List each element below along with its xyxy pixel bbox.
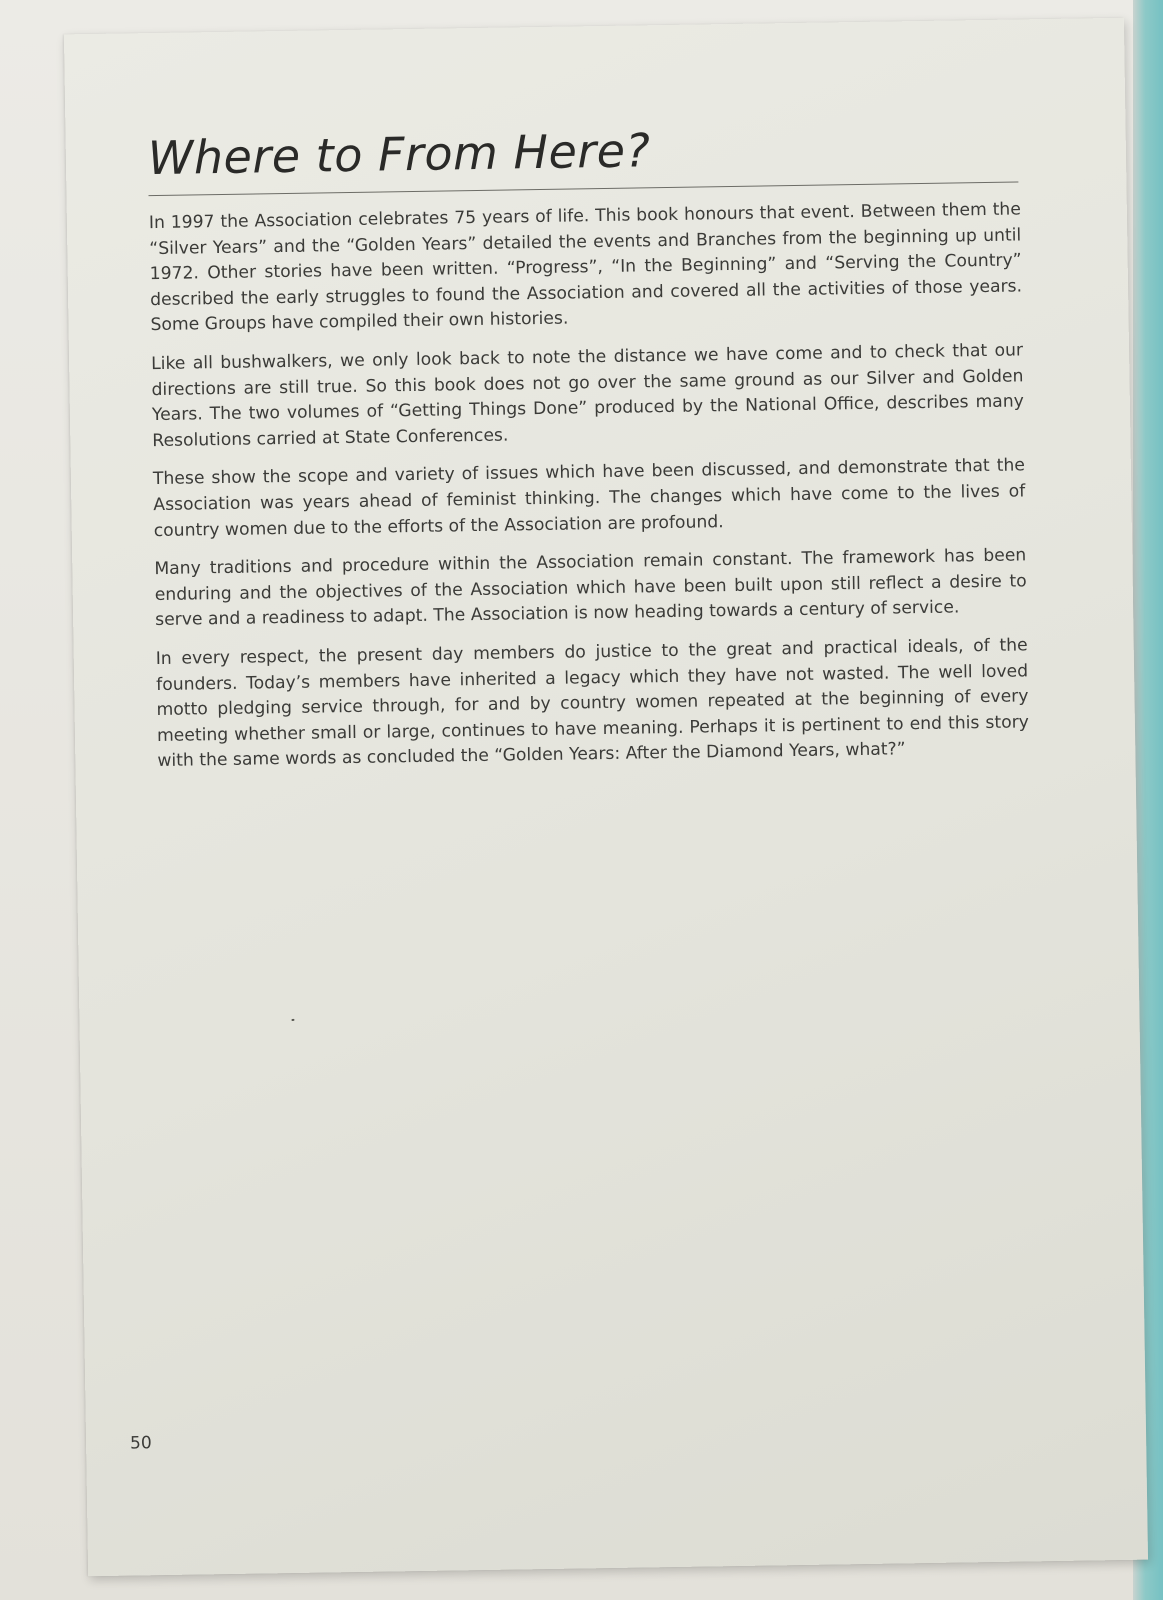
paragraph: In 1997 the Association celebrates 75 years of life. This book honours that event. Between them the “Silver Years” and the “Golden Years” detailed the events and Branches from the beginning up until 1972. Other stories have been written. “Progress”, “In the Beginning” and “Serving the Country” described the early struggles to found the Association and covered all the activities of those years. Some Groups have compiled their own histories. [148,199,1023,336]
page-title: Where to From Here? [147,123,651,186]
paper-speck [291,1019,294,1021]
page-number: 50 [129,1433,152,1454]
title-divider [148,181,1018,196]
book-page [64,18,1148,1576]
paragraph: Like all bushwalkers, we only look back to note the distance we have come and to check that our directions are still true. So this book does not go over the same ground as our Silver and Golden Years. The two volumes of “Getting Things Done” produced by the National Office, describes many Resolutions carried at State Conferences. [150,340,1024,451]
paragraph: In every respect, the present day members do justice to the great and practical ideals, of the founders. Today’s members have inherited a legacy which they have not wasted. The well loved motto pledging service through, for and by country women repeated at the beginning of every meeting whether small or large, continues to have meaning. Perhaps it is pertinent to end this story with the same words as concluded the “Golden Years: After the Diamond Years, what?” [155,635,1030,772]
paragraph: Many traditions and procedure within the Association remain constant. The framework has been enduring and the objectives of the Association which have been built upon still reflect a desire to serve and a readiness to adapt. The Association is now heading towards a century of service. [154,545,1027,631]
paragraph: These show the scope and variety of issues which have been discussed, and demonstrate that the Association was years ahead of feminist thinking. The changes which have come to the lives of country women due to the efforts of the Association are profound. [152,455,1026,541]
body-text [149,197,1030,788]
